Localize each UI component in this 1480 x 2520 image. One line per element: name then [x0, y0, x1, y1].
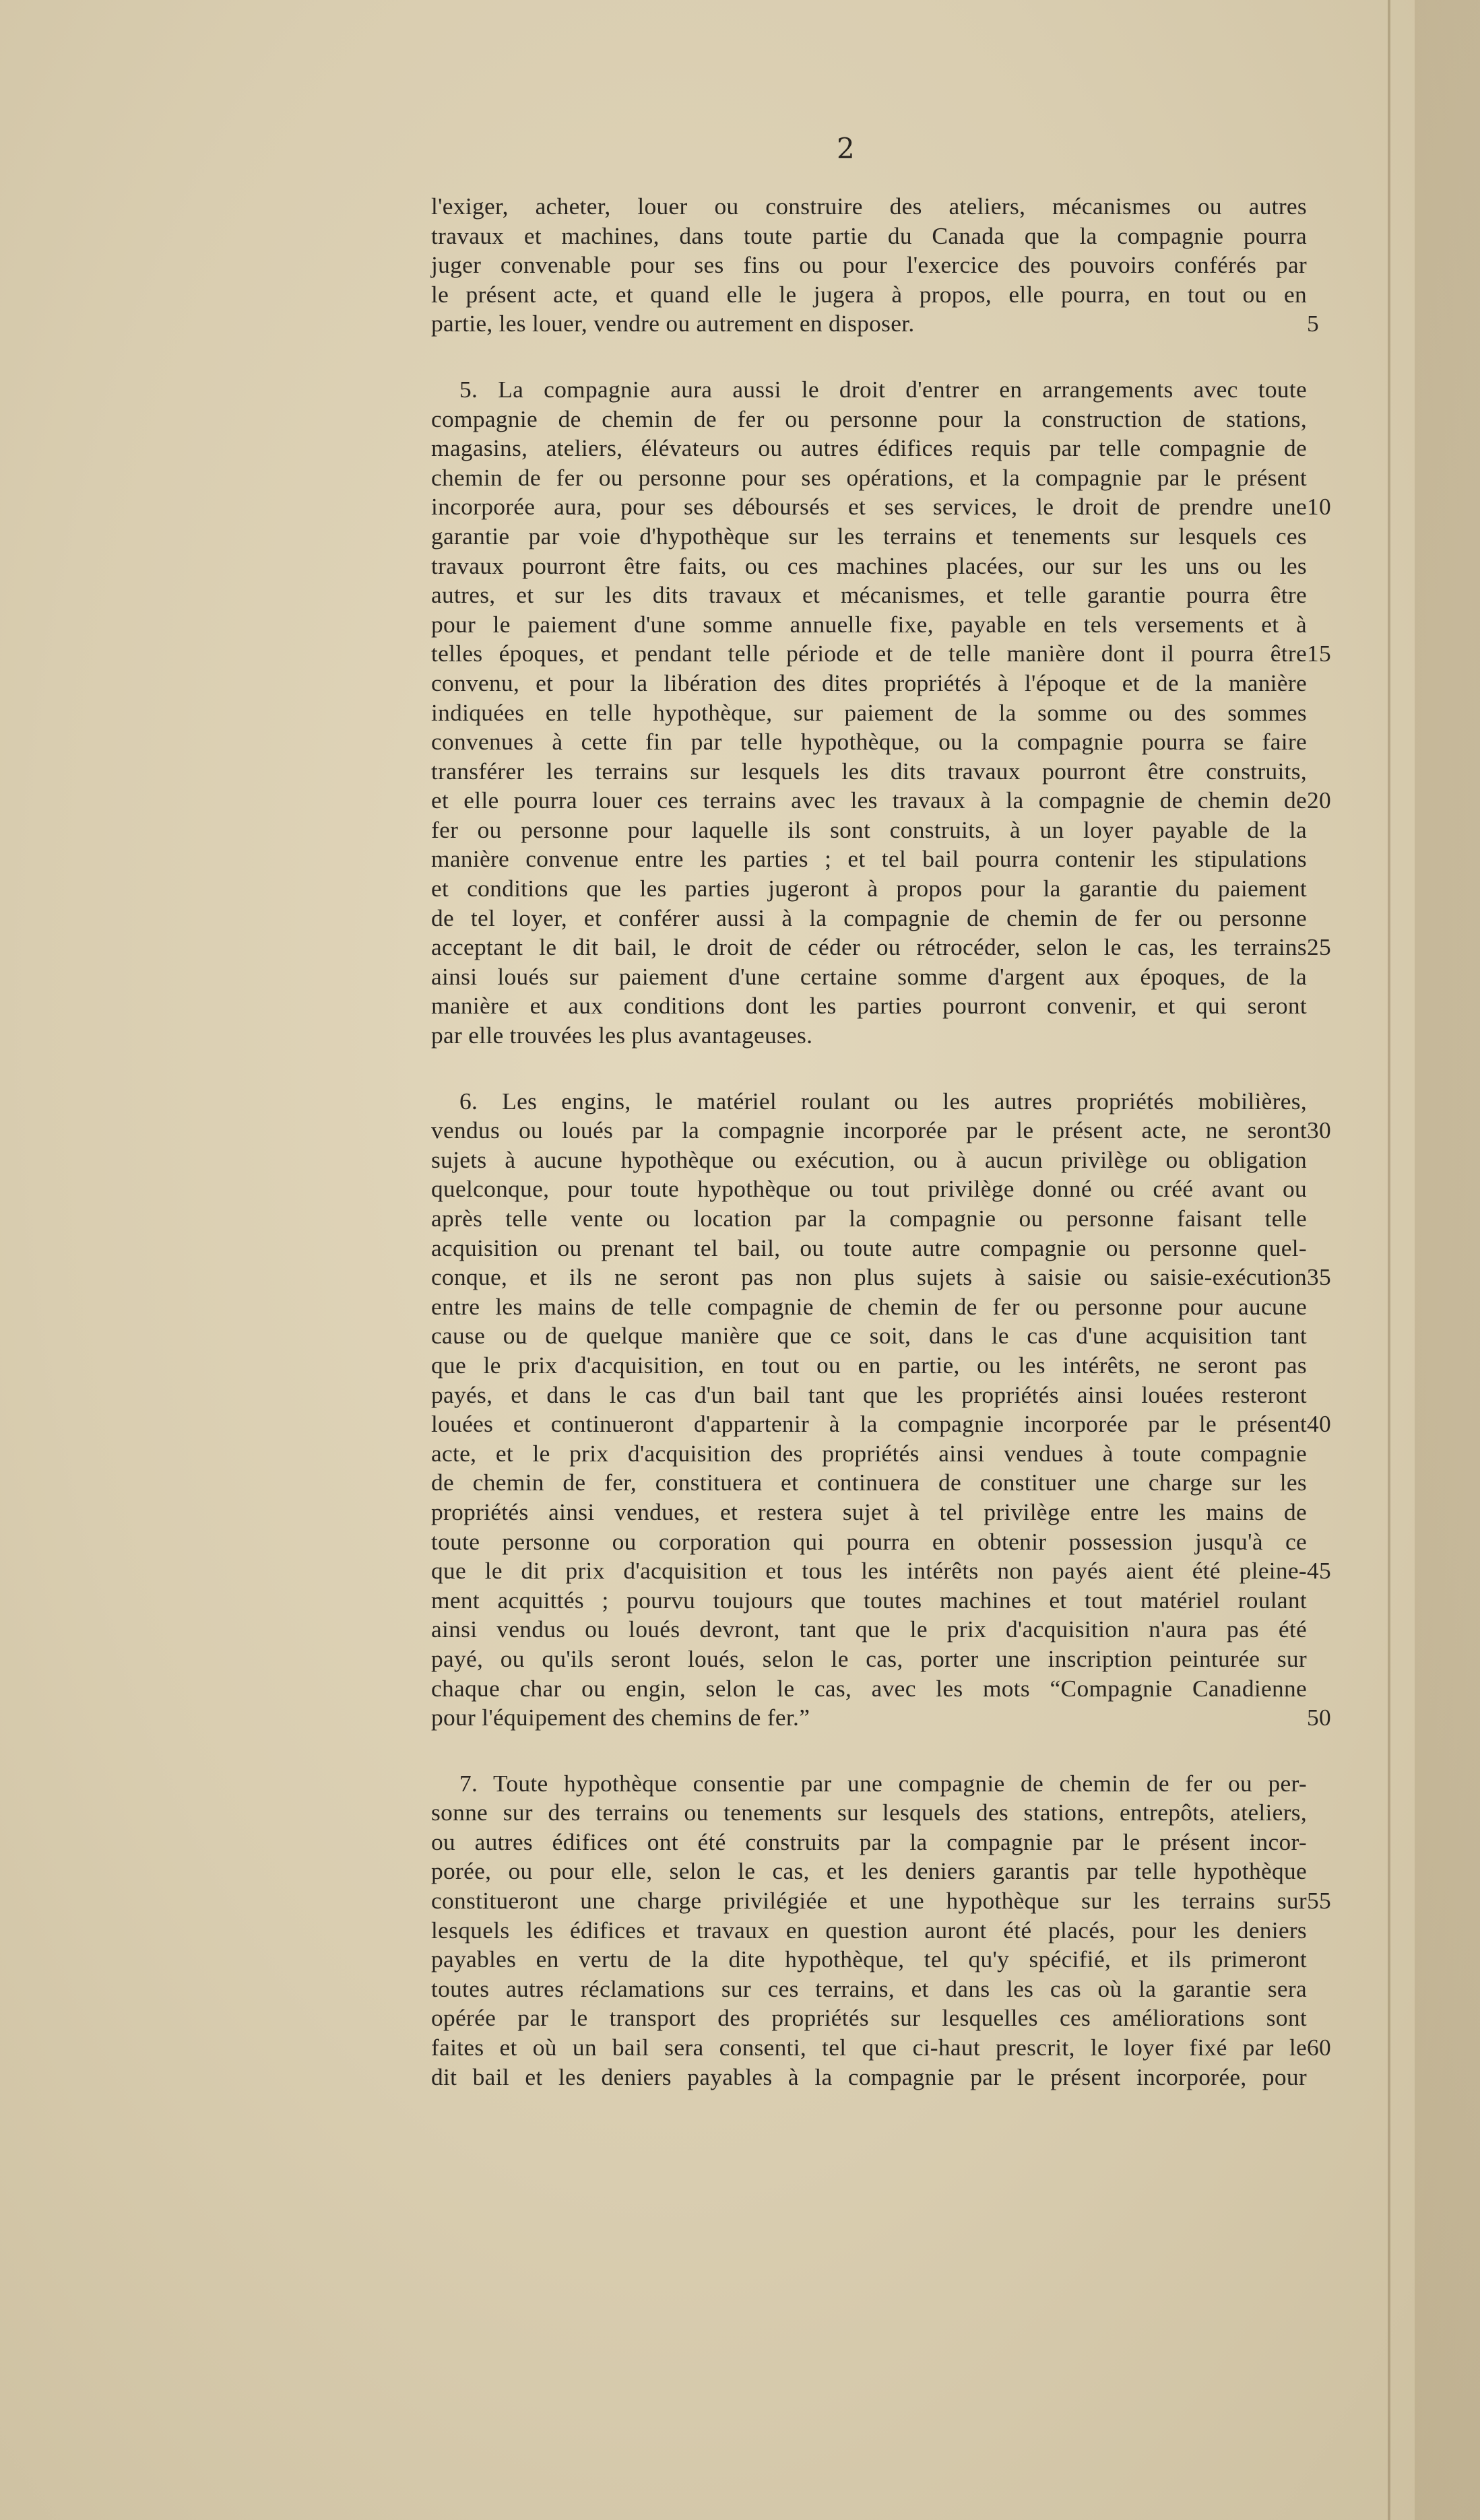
text-line	[431, 1146, 1307, 1175]
text-line	[431, 1263, 1331, 1292]
page-fold-line	[1388, 0, 1390, 2520]
line-text: payables en vertu de la dite hypothèque, tel qu'y spécifié, et ils primeront	[431, 1946, 1307, 1973]
text-line	[431, 639, 1331, 669]
line-text: louées et continueront d'appartenir à la compagnie incorporée par le présent	[431, 1410, 1307, 1438]
line-text: acquisition ou prenant tel bail, ou toute autre compagnie ou personne quel-	[431, 1234, 1307, 1261]
line-text: pour l'équipement des chemins de fer.”	[431, 1704, 810, 1731]
text-line	[431, 552, 1307, 581]
line-text: 6. Les engins, le matériel roulant ou les autres propriétés mobilières,	[459, 1087, 1307, 1115]
line-text: lesquels les édifices et travaux en question auront été placés, pour les deniers	[431, 1916, 1307, 1944]
line-number: 15	[1307, 640, 1331, 667]
line-text: transférer les terrains sur lesquels les dits travaux pourront être construits,	[431, 757, 1307, 785]
text-line	[431, 1468, 1307, 1498]
line-number: 50	[1307, 1704, 1331, 1731]
line-text: propriétés ainsi vendues, et restera sujet à tel privilège entre les mains de	[431, 1498, 1307, 1525]
line-text: et conditions que les parties jugeront à propos pour la garantie du paiement	[431, 875, 1307, 902]
text-line	[431, 610, 1307, 640]
text-line	[431, 1857, 1307, 1886]
text-line	[431, 492, 1331, 522]
line-text: compagnie de chemin de fer ou personne pour la construction de stations,	[431, 405, 1307, 432]
paragraph-gap	[431, 1733, 1307, 1769]
text-line	[431, 962, 1307, 992]
line-text: magasins, ateliers, élévateurs ou autres édifices requis par telle compagnie de	[431, 434, 1307, 462]
paragraph-gap	[431, 339, 1307, 375]
text-line	[431, 1703, 1331, 1733]
text-line	[431, 1087, 1307, 1117]
text-line	[431, 1321, 1307, 1351]
line-number: 55	[1307, 1887, 1331, 1915]
text-line	[431, 280, 1307, 310]
line-text: telles époques, et pendant telle période et de telle manière dont il pourra être	[431, 640, 1307, 667]
text-line	[431, 434, 1307, 463]
text-line	[431, 375, 1307, 405]
text-line	[431, 757, 1307, 787]
line-text: acte, et le prix d'acquisition des propriétés ainsi vendues à toute compagnie	[431, 1439, 1307, 1467]
line-text: convenues à cette fin par telle hypothèque, ou la compagnie pourra se faire	[431, 728, 1307, 756]
text-line	[431, 1916, 1307, 1946]
line-text: manière et aux conditions dont les parties pourront convenir, et qui seront	[431, 992, 1307, 1020]
line-text: dit bail et les deniers payables à la compagnie par le présent incorporée, pour	[431, 2063, 1307, 2090]
line-text: partie, les louer, vendre ou autrement en disposer.	[431, 310, 915, 337]
text-line	[431, 1769, 1307, 1799]
text-line	[431, 405, 1307, 434]
line-text: après telle vente ou location par la compagnie ou personne faisant telle	[431, 1205, 1307, 1232]
text-line	[431, 1292, 1307, 1322]
line-text: quelconque, pour toute hypothèque ou tout privilège donné ou créé avant ou	[431, 1175, 1307, 1203]
line-number: 5	[1307, 310, 1319, 337]
line-text: ment acquittés ; pourvu toujours que toutes machines et tout matériel roulant	[431, 1586, 1307, 1614]
line-text: de tel loyer, et conférer aussi à la compagnie de chemin de fer ou personne	[431, 904, 1307, 931]
line-text: ainsi loués sur paiement d'une certaine somme d'argent aux époques, de la	[431, 962, 1307, 990]
line-text: conque, et ils ne seront pas non plus sujets à saisie ou saisie-exécution	[431, 1263, 1307, 1291]
line-text: de chemin de fer, constituera et continuera de constituer une charge sur les	[431, 1469, 1307, 1496]
paragraph-gap	[431, 1051, 1307, 1087]
text-line	[431, 1439, 1307, 1469]
line-text: par elle trouvées les plus avantageuses.	[431, 1022, 813, 1049]
line-number: 60	[1307, 2034, 1331, 2061]
text-line	[431, 1798, 1307, 1828]
text-line	[431, 1204, 1307, 1234]
line-number: 25	[1307, 933, 1331, 961]
text-line	[431, 1828, 1307, 1857]
line-text: payés, et dans le cas d'un bail tant que les propriétés ainsi louées resteront	[431, 1381, 1307, 1408]
text-line	[431, 309, 1319, 339]
text-line	[431, 786, 1331, 816]
line-text: toutes autres réclamations sur ces terrains, et dans les cas où la garantie sera	[431, 1975, 1307, 2002]
line-text: le présent acte, et quand elle le jugera à propos, elle pourra, en tout ou en	[431, 280, 1307, 308]
line-text: toute personne ou corporation qui pourra en obtenir possession jusqu'à ce	[431, 1527, 1307, 1555]
line-text: vendus ou loués par la compagnie incorporée par le présent acte, ne seront	[431, 1117, 1307, 1144]
text-line	[431, 1975, 1307, 2004]
text-line	[431, 1410, 1331, 1439]
line-text: chaque char ou engin, selon le cas, avec les mots “Compagnie Canadienne	[431, 1674, 1307, 1702]
text-line	[431, 874, 1307, 904]
line-text: entre les mains de telle compagnie de chemin de fer ou personne pour aucune	[431, 1292, 1307, 1320]
text-line	[431, 1351, 1307, 1381]
text-line	[431, 933, 1331, 962]
text-line	[431, 522, 1307, 552]
text-line	[431, 1886, 1331, 1916]
text-line	[431, 1021, 1307, 1051]
line-number: 10	[1307, 493, 1331, 521]
line-text: que le dit prix d'acquisition et tous les intérêts non payés aient été pleine-	[431, 1557, 1307, 1585]
text-line	[431, 1945, 1307, 1975]
text-line	[431, 1116, 1331, 1146]
line-number: 35	[1307, 1263, 1331, 1291]
line-text: convenu, et pour la libération des dites propriétés à l'époque et de la manière	[431, 669, 1307, 696]
text-column	[431, 192, 1331, 2092]
text-line	[431, 991, 1307, 1021]
text-line	[431, 222, 1307, 251]
text-line	[431, 1498, 1307, 1527]
text-line	[431, 1381, 1307, 1410]
text-line	[431, 1586, 1307, 1616]
line-text: l'exiger, acheter, louer ou construire des ateliers, mécanismes ou autres	[431, 193, 1307, 220]
text-line	[431, 1527, 1307, 1557]
line-text: sujets à aucune hypothèque ou exécution, ou à aucun privilège ou obligation	[431, 1146, 1307, 1173]
line-text: acceptant le dit bail, le droit de céder ou rétrocéder, selon le cas, les terrains	[431, 933, 1307, 961]
text-line	[431, 698, 1307, 728]
line-text: sonne sur des terrains ou tenements sur lesquels des stations, entrepôts, ateliers,	[431, 1799, 1307, 1826]
line-text: porée, ou pour elle, selon le cas, et les deniers garantis par telle hypothèque	[431, 1857, 1307, 1885]
line-text: indiquées en telle hypothèque, sur paiement de la somme ou des sommes	[431, 698, 1307, 726]
text-line	[431, 1615, 1307, 1645]
line-number: 45	[1307, 1557, 1331, 1585]
text-line	[431, 1674, 1307, 1704]
text-line	[431, 1234, 1307, 1263]
line-text: travaux et machines, dans toute partie du Canada que la compagnie pourra	[431, 222, 1307, 249]
text-line	[431, 2033, 1331, 2063]
text-line	[431, 2063, 1307, 2092]
line-text: chemin de fer ou personne pour ses opérations, et la compagnie par le présent	[431, 463, 1307, 491]
line-text: opérée par le transport des propriétés sur lesquelles ces améliorations sont	[431, 2004, 1307, 2032]
line-text: que le prix d'acquisition, en tout ou en partie, ou les intérêts, ne seront pas	[431, 1351, 1307, 1379]
line-text: pour le paiement d'une somme annuelle fixe, payable en tels versements et à	[431, 610, 1307, 638]
text-line	[431, 463, 1307, 493]
text-line	[431, 1174, 1307, 1204]
line-text: constitueront une charge privilégiée et une hypothèque sur les terrains sur	[431, 1887, 1307, 1915]
line-text: payé, ou qu'ils seront loués, selon le cas, porter une inscription peinturée sur	[431, 1645, 1307, 1672]
line-text: garantie par voie d'hypothèque sur les terrains et tenements sur lesquels ces	[431, 522, 1307, 550]
line-text: ou autres édifices ont été construits par la compagnie par le présent incor-	[431, 1828, 1307, 1855]
text-line	[431, 727, 1307, 757]
line-number: 40	[1307, 1410, 1331, 1438]
text-line	[431, 844, 1307, 874]
line-text: et elle pourra louer ces terrains avec les travaux à la compagnie de chemin de	[431, 787, 1307, 814]
line-text: ainsi vendus ou loués devront, tant que le prix d'acquisition n'aura pas été	[431, 1616, 1307, 1643]
line-text: fer ou personne pour laquelle ils sont construits, à un loyer payable de la	[431, 816, 1307, 843]
text-line	[431, 669, 1307, 698]
line-text: cause ou de quelque manière que ce soit, dans le cas d'une acquisition tant	[431, 1322, 1307, 1350]
text-line	[431, 2003, 1307, 2033]
text-line	[431, 251, 1307, 280]
page-number: 2	[837, 132, 855, 165]
line-text: travaux pourront être faits, ou ces machines placées, our sur les uns ou les	[431, 552, 1307, 579]
text-line	[431, 1556, 1331, 1586]
text-line	[431, 192, 1307, 222]
line-text: juger convenable pour ses fins ou pour l'exercice des pouvoirs conférés par	[431, 251, 1307, 279]
line-text: incorporée aura, pour ses déboursés et ses services, le droit de prendre une	[431, 493, 1307, 521]
line-text: 7. Toute hypothèque consentie par une compagnie de chemin de fer ou per-	[459, 1769, 1307, 1797]
text-line	[431, 1645, 1307, 1674]
line-text: manière convenue entre les parties ; et tel bail pourra contenir les stipulations	[431, 845, 1307, 873]
line-text: faites et où un bail sera consenti, tel que ci-haut prescrit, le loyer fixé par le	[431, 2034, 1307, 2061]
line-text: autres, et sur les dits travaux et mécanismes, et telle garantie pourra être	[431, 581, 1307, 609]
text-line	[431, 581, 1307, 610]
line-text: 5. La compagnie aura aussi le droit d'entrer en arrangements avec toute	[459, 375, 1307, 403]
text-line	[431, 816, 1307, 845]
line-number: 30	[1307, 1117, 1331, 1144]
text-line	[431, 904, 1307, 933]
page-edge-shadow	[1415, 0, 1480, 2520]
line-number: 20	[1307, 787, 1331, 814]
